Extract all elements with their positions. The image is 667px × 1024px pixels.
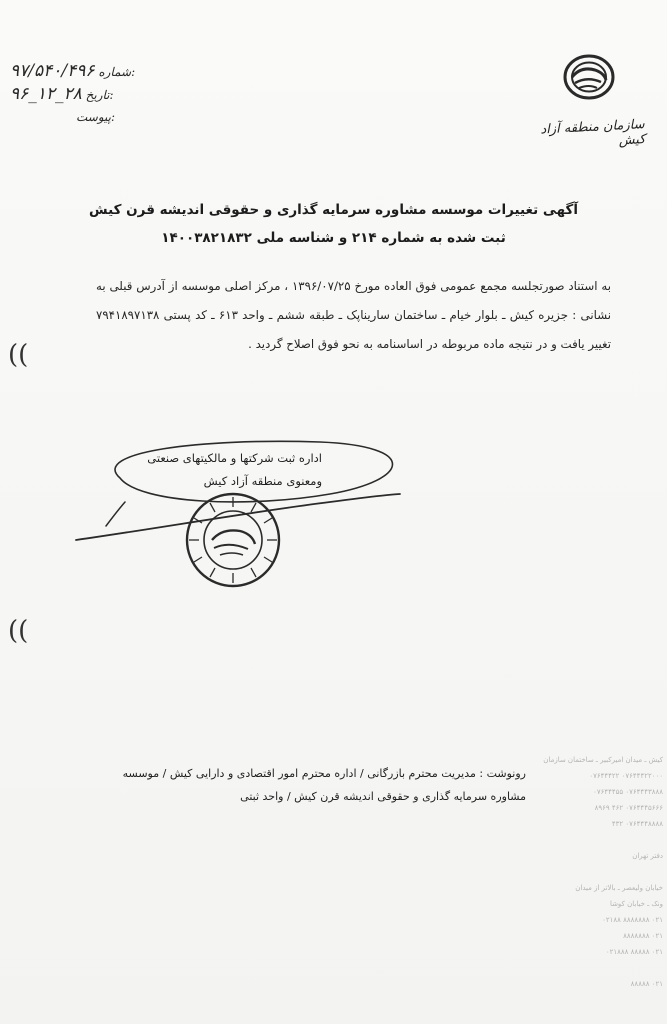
faded-contact-line: ۰۲۱ ۸۸۸۸۸ ۰۲۱۸۸۸: [605, 948, 663, 956]
letter-number: [10, 60, 160, 83]
notice-title-line-1: آگهی تغییرات موسسه مشاوره سرمایه گذاری و حقوقی اندیشه قرن کیش: [89, 202, 578, 218]
letter-date: [10, 83, 160, 106]
faded-contact-line: ونک ـ خیابان کوشا: [609, 900, 663, 908]
faded-contact-line: ۰۷۶۴۴۴۳۸۸۸ ۰۷۶۴۴۴۵۵: [593, 788, 663, 796]
faded-contact-line: ۰۲۱ ۸۸۸۸۸۸۸ ۰۲۱۸۸: [602, 916, 663, 924]
kish-free-zone-logo-icon: [561, 52, 617, 102]
faded-contact-line: [543, 832, 663, 848]
faded-contact-line: ۰۲۱ ۸۸۸۸۸۸۸: [623, 932, 663, 940]
organization-name: سازمان منطقه آزاد کیش: [540, 117, 646, 149]
faded-contact-column: [543, 752, 663, 992]
copy-recipients: رونوشت : مدیریت محترم بازرگانی / اداره محترم امور اقتصادی و دارایی کیش / موسسه مشاوره سرمایه گذاری و حقوقی اندیشه قرن کیش / واحد ثبتی: [122, 767, 526, 803]
registration-office-line-1: اداره ثبت شرکتها و مالکیتهای صنعتی: [147, 451, 322, 465]
letter-number-value: ۹۷/۵۴۰/۴۹۶: [10, 61, 95, 81]
notice-title: [60, 196, 607, 252]
faded-contact-line: [543, 864, 663, 880]
faded-contact-line: ۰۲۱ ۸۸۸۸۸: [630, 980, 663, 988]
letter-attachment-label: پیوست:: [76, 110, 116, 124]
kish-registration-seal-icon: [187, 494, 279, 586]
faded-contact-line: ۰۷۶۴۴۴۲۲۰۰۰ ۰۷۶۴۴۴۲۲: [589, 772, 663, 780]
faded-contact-line: خیابان ولیعصر ـ بالاتر از میدان: [575, 884, 663, 892]
registration-office-line-2: ومعنوی منطقه آزاد کیش: [203, 474, 322, 488]
faded-contact-line: ۰۷۶۴۴۴۸۸۸۸ ۴۳۲: [611, 820, 663, 828]
notice-title-line-2: ثبت شده به شماره ۲۱۴ و شناسه ملی ۱۴۰۰۳۸۲۱۸۳۲: [161, 230, 506, 246]
faded-contact-line: کیش ـ میدان امیرکبیر ـ ساختمان سازمان: [543, 756, 663, 764]
punch-hole-mark: ((: [8, 340, 29, 370]
punch-hole-mark: ((: [8, 616, 29, 646]
letterhead: [535, 52, 645, 152]
letter-attachment: [10, 106, 160, 128]
letter-meta: [10, 60, 160, 128]
notice-body: به استناد صورتجلسه مجمع عمومی فوق العاده مورخ ۱۳۹۶/۰۷/۲۵ ، مرکز اصلی موسسه از آدرس قبلی به نشانی : جزیره کیش ـ بلوار خیام ـ ساختمان ساریناپک ـ طبقه ششم ـ واحد ۶۱۳ ـ کد پستی ۷۹۴۱۸۹۷۱۳۸ تغییر یافت و در نتیجه ماده مربوطه در اساسنامه به نحو فوق اصلاح گردید .: [96, 279, 612, 351]
letter-date-label: تاریخ:: [85, 88, 114, 102]
faded-contact-line: دفتر تهران: [632, 852, 663, 860]
faded-contact-line: [543, 960, 663, 976]
letter-date-value: ۹۶_۱۲_۲۸: [10, 84, 82, 104]
faded-contact-line: ۰۷۶۴۴۴۵۶۶۶ ۴۶۲ ۸۹۶۹: [594, 804, 663, 812]
registration-office: [96, 447, 322, 493]
letter-number-label: شماره:: [98, 65, 136, 79]
